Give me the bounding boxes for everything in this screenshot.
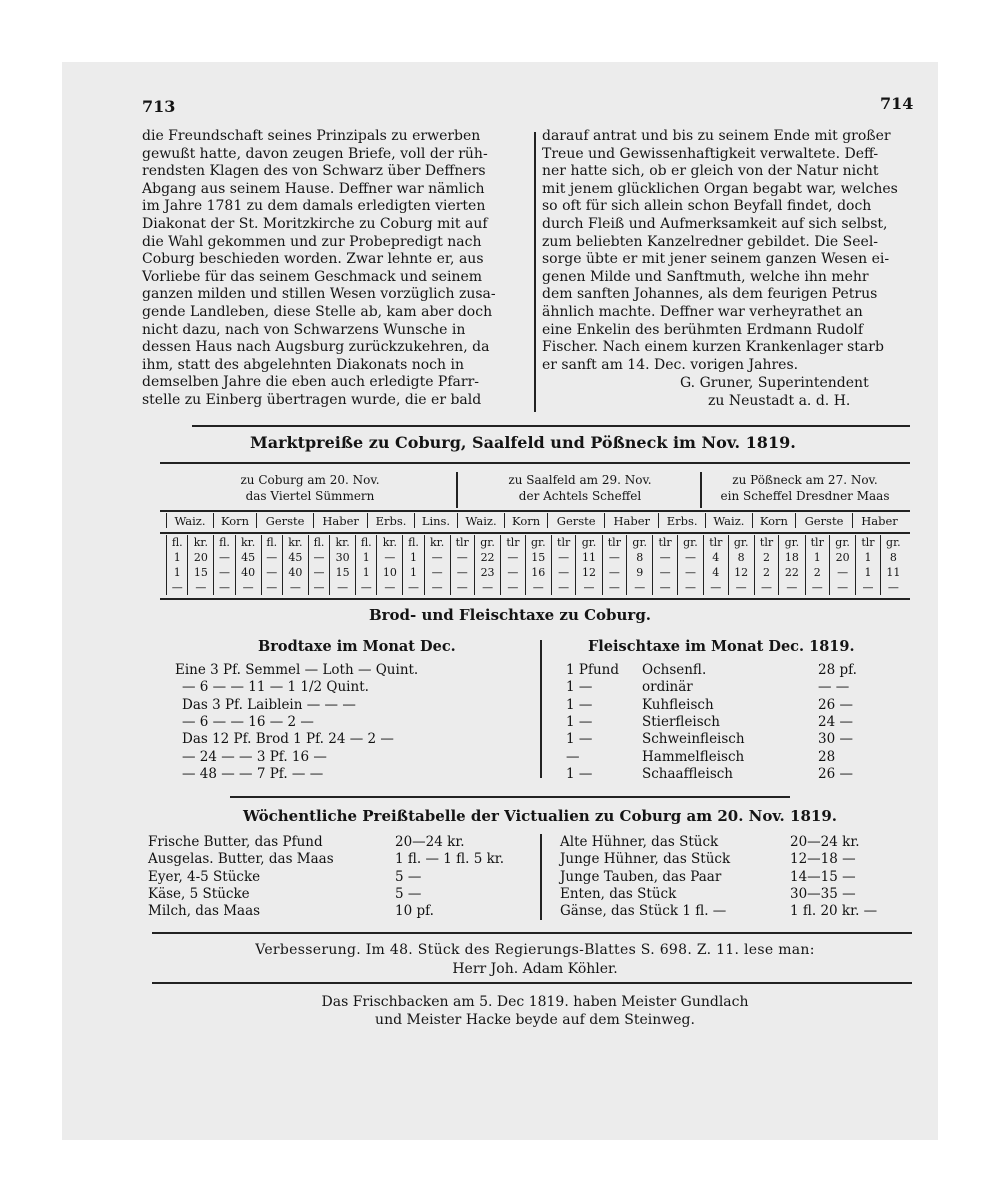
fleischtaxe-qty: —	[566, 748, 580, 765]
grain-header: Gerste	[795, 513, 852, 528]
grain-cell: —	[308, 550, 329, 565]
grain-cell: 45	[282, 550, 308, 565]
grain-cell: 40	[235, 565, 261, 580]
victualien-price: 12—18 —	[790, 851, 856, 868]
brottaxe-title: Brodtaxe im Monat Dec.	[258, 638, 456, 655]
brottaxe-row: — 24 — — 3 Pf. 16 —	[182, 748, 327, 765]
grain-cell: 2	[754, 550, 778, 565]
fleischtaxe-price: 26 —	[818, 696, 853, 713]
grain-cell: —	[602, 565, 626, 580]
article-line: nicht dazu, nach von Schwarzens Wunsche in	[142, 321, 466, 338]
grain-header: Gerste	[257, 513, 314, 528]
grain-cell: —	[779, 580, 805, 595]
victualien-item: Enten, das Stück	[560, 885, 677, 902]
fleischtaxe-title: Fleischtaxe im Monat Dec. 1819.	[588, 638, 855, 655]
grain-cell: —	[754, 580, 778, 595]
grain-header: Korn	[213, 513, 256, 528]
market-title: Marktpreiße zu Coburg, Saalfeld und Pößneck im Nov. 1819.	[250, 433, 796, 452]
victualien-item: Alte Hühner, das Stück	[560, 834, 719, 850]
victualien-title: Wöchentliche Preißtabelle der Victualien zu Coburg am 20. Nov. 1819.	[243, 807, 837, 825]
grain-cell: gr.	[728, 535, 754, 550]
grain-header: Lins.	[414, 513, 457, 528]
article-line: Fischer. Nach einem kurzen Krankenlager starb	[542, 339, 884, 356]
grain-cell: kr.	[377, 535, 403, 550]
article-line: genen Milde und Sanftmuth, welche ihn mehr	[542, 268, 869, 285]
grain-cell: —	[677, 580, 703, 595]
grain-header: Waiz.	[705, 513, 752, 528]
grain-cell: kr.	[330, 535, 356, 550]
grain-header: Korn	[752, 513, 795, 528]
correction-line-2: Herr Joh. Adam Köhler.	[452, 961, 618, 977]
grain-cell: —	[653, 550, 677, 565]
grain-cell: —	[450, 580, 474, 595]
grain-cell: —	[677, 550, 703, 565]
grain-header: Gerste	[548, 513, 605, 528]
grain-cell: 20	[829, 550, 855, 565]
victualien-item: Junge Tauben, das Paar	[560, 868, 722, 885]
rule	[152, 982, 912, 984]
grain-cell: —	[805, 580, 829, 595]
grain-cell: —	[501, 565, 525, 580]
grain-cell: —	[403, 580, 424, 595]
grain-cell: 1	[356, 565, 377, 580]
fleischtaxe-item: Hammelfleisch	[642, 748, 745, 765]
grain-cell: —	[551, 580, 575, 595]
grain-cell: —	[261, 550, 282, 565]
victualien-price: 1 fl. — 1 fl. 5 kr.	[395, 851, 505, 868]
grain-cell: 10	[377, 565, 403, 580]
rule	[192, 425, 910, 427]
grain-cell: 8	[627, 550, 653, 565]
article-right-column	[542, 128, 912, 374]
brottaxe-row: — 6 — — 11 — 1 1/2 Quint.	[182, 679, 369, 696]
grain-cell: —	[880, 580, 906, 595]
grain-cell: —	[261, 580, 282, 595]
grain-cell: —	[214, 580, 235, 595]
grain-header: Haber	[853, 513, 907, 528]
article-line: stelle zu Einberg übertragen wurde, die er bald	[142, 391, 482, 408]
grain-cell: —	[501, 580, 525, 595]
grain-cell: 1	[805, 550, 829, 565]
fleischtaxe-qty: 1 —	[566, 713, 593, 730]
column-divider	[534, 132, 536, 412]
correction-line-1: Verbesserung. Im 48. Stück des Regierungs-Blattes S. 698. Z. 11. lese man:	[255, 942, 815, 958]
grain-cell: 2	[805, 565, 829, 580]
grain-cell: 18	[779, 550, 805, 565]
victualien-item: Milch, das Maas	[148, 903, 261, 920]
article-line: ganzen milden und stillen Wesen vorzüglich zusa-	[142, 286, 496, 303]
grain-cell: —	[653, 565, 677, 580]
grain-cell: fl.	[261, 535, 282, 550]
grain-cell: —	[704, 580, 728, 595]
fleischtaxe-price: 28	[818, 748, 836, 765]
fleischtaxe-price: 26 —	[818, 765, 853, 782]
fleischtaxe-qty: 1 —	[566, 679, 593, 696]
grain-cell: —	[356, 580, 377, 595]
article-line: Abgang aus seinem Hause. Deffner war nämlich	[142, 180, 485, 197]
grain-cell: 1	[403, 550, 424, 565]
grain-cell: 9	[627, 565, 653, 580]
grain-cell: —	[261, 565, 282, 580]
article-line: darauf antrat und bis zu seinem Ende mit großer	[542, 128, 891, 144]
victualien-item: Käse, 5 Stücke	[148, 885, 250, 902]
grain-table-row	[167, 550, 907, 565]
grain-cell: —	[728, 580, 754, 595]
grain-header: Erbs.	[659, 513, 706, 528]
rule	[160, 598, 910, 600]
grain-header-row	[166, 513, 906, 528]
fleischtaxe-price: — —	[818, 679, 850, 696]
grain-table-row	[167, 535, 907, 550]
grain-cell: —	[308, 565, 329, 580]
article-line: Treue und Gewissenhaftigkeit verwaltete. Deff-	[542, 145, 879, 162]
article-line: die Freundschaft seines Prinzipals zu erwerben	[142, 128, 481, 144]
article-left-column	[142, 128, 522, 410]
notice-line-2: und Meister Hacke beyde auf dem Steinweg.	[375, 1012, 695, 1028]
grain-cell: —	[282, 580, 308, 595]
grain-cell: —	[188, 580, 214, 595]
grain-cell: 15	[525, 550, 551, 565]
fleischtaxe-item: Ochsenfl.	[642, 662, 707, 678]
fleischtaxe-price: 30 —	[818, 731, 853, 748]
grain-table-row	[167, 565, 907, 580]
grain-cell: gr.	[677, 535, 703, 550]
grain-cell: —	[235, 580, 261, 595]
grain-cell: tlr	[856, 535, 880, 550]
grain-cell: —	[424, 565, 450, 580]
victualien-price: 14—15 —	[790, 868, 856, 885]
article-line: sorge übte er mit jener seinem ganzen Wesen ei-	[542, 251, 890, 268]
grain-cell: gr.	[474, 535, 500, 550]
grain-cell: —	[214, 565, 235, 580]
page-number-left: 713	[142, 97, 176, 116]
grain-cell: fl.	[356, 535, 377, 550]
grain-cell: 8	[728, 550, 754, 565]
grain-cell: gr.	[829, 535, 855, 550]
grain-cell: 1	[167, 550, 188, 565]
grain-cell: —	[330, 580, 356, 595]
grain-cell: tlr	[602, 535, 626, 550]
victualien-item: Junge Hühner, das Stück	[560, 851, 731, 868]
grain-cell: 11	[576, 550, 602, 565]
signature-name: G. Gruner, Superintendent	[680, 375, 869, 391]
grain-cell: gr.	[880, 535, 906, 550]
grain-cell: 40	[282, 565, 308, 580]
article-line: ner hatte sich, ob er gleich von der Natur nicht	[542, 163, 879, 180]
grain-cell: 30	[330, 550, 356, 565]
taxe-divider	[540, 640, 542, 778]
grain-cell: 22	[474, 550, 500, 565]
grain-cell: —	[501, 550, 525, 565]
rule	[160, 532, 910, 534]
fleischtaxe-qty: 1 Pfund	[566, 662, 619, 678]
article-line: dessen Haus nach Augsburg zurückzukehren, da	[142, 339, 490, 356]
grain-cell: tlr	[754, 535, 778, 550]
victualien-price: 5 —	[395, 868, 422, 885]
article-line: rendsten Klagen des von Schwarz über Deffners	[142, 163, 486, 180]
grain-cell: fl.	[403, 535, 424, 550]
grain-cell: —	[677, 565, 703, 580]
brottaxe-row: Das 12 Pf. Brod 1 Pf. 24 — 2 —	[182, 731, 394, 748]
grain-header: Waiz.	[167, 513, 214, 528]
article-line: Diakonat der St. Moritzkirche zu Coburg mit auf	[142, 215, 488, 232]
grain-cell: gr.	[627, 535, 653, 550]
grain-header: Waiz.	[458, 513, 505, 528]
brot-fleisch-title: Brod- und Fleischtaxe zu Coburg.	[368, 606, 652, 624]
grain-header: Erbs.	[368, 513, 415, 528]
brottaxe-row: Das 3 Pf. Laiblein — — —	[182, 696, 356, 713]
grain-cell: —	[829, 565, 855, 580]
head-divider	[700, 472, 702, 508]
grain-cell: 15	[330, 565, 356, 580]
grain-cell: tlr	[653, 535, 677, 550]
article-line: demselben Jahre die eben auch erledigte Pfarr-	[142, 374, 479, 391]
fleischtaxe-item: Stierfleisch	[642, 713, 720, 730]
grain-cell: —	[450, 565, 474, 580]
grain-cell: kr.	[188, 535, 214, 550]
article-line: ähnlich machte. Deffner war verheyrathet an	[542, 303, 863, 320]
fleischtaxe-item: Kuhfleisch	[642, 696, 714, 713]
grain-header: Haber	[314, 513, 368, 528]
grain-cell: —	[525, 580, 551, 595]
article-line: so oft für sich allein schon Beyfall findet, doch	[542, 198, 872, 215]
signature-place: zu Neustadt a. d. H.	[708, 393, 851, 409]
rule	[160, 462, 910, 464]
grain-cell: —	[551, 550, 575, 565]
grain-cell: fl.	[308, 535, 329, 550]
poessneck-head-date: zu Pößneck am 27. Nov.	[732, 473, 878, 487]
grain-cell: 1	[856, 550, 880, 565]
article-line: im Jahre 1781 zu dem damals erledigten vierten	[142, 198, 486, 215]
grain-cell: tlr	[805, 535, 829, 550]
grain-cell: 22	[779, 565, 805, 580]
article-line: mit jenem glücklichen Organ begabt war, welches	[542, 180, 898, 197]
grain-price-table	[166, 535, 906, 595]
grain-cell: gr.	[779, 535, 805, 550]
article-line: gende Landleben, diese Stelle ab, kam aber doch	[142, 303, 493, 320]
victualien-item: Frische Butter, das Pfund	[148, 834, 323, 850]
article-line: Coburg beschieden worden. Zwar lehnte er, aus	[142, 251, 484, 268]
grain-cell: tlr	[501, 535, 525, 550]
victualien-price: 20—24 kr.	[395, 834, 465, 850]
rule	[160, 510, 910, 512]
fleischtaxe-qty: 1 —	[566, 696, 593, 713]
grain-cell: tlr	[704, 535, 728, 550]
article-line: gewußt hatte, davon zeugen Briefe, voll der rüh-	[142, 145, 488, 162]
article-line: Vorliebe für das seinem Geschmack und seinem	[142, 268, 483, 285]
grain-cell: —	[474, 580, 500, 595]
grain-cell: gr.	[525, 535, 551, 550]
fleischtaxe-price: 24 —	[818, 713, 853, 730]
grain-cell: 45	[235, 550, 261, 565]
poessneck-head-unit: ein Scheffel Dresdner Maas	[720, 489, 890, 503]
grain-cell: 2	[754, 565, 778, 580]
rule	[152, 932, 912, 934]
brottaxe-row: — 48 — — 7 Pf. — —	[182, 765, 324, 782]
grain-cell: —	[214, 550, 235, 565]
victualien-item: Gänse, das Stück 1 fl. —	[560, 903, 727, 920]
victualien-item: Eyer, 4-5 Stücke	[148, 868, 261, 885]
grain-cell: —	[602, 580, 626, 595]
victualien-price: 5 —	[395, 885, 422, 902]
grain-cell: 1	[856, 565, 880, 580]
victualien-price: 10 pf.	[395, 903, 434, 920]
grain-cell: fl.	[214, 535, 235, 550]
grain-cell: —	[308, 580, 329, 595]
article-line: durch Fleiß und Aufmerksamkeit auf sich selbst,	[542, 215, 888, 232]
victualien-price: 1 fl. 20 kr. —	[790, 903, 878, 920]
article-line: eine Enkelin des berühmten Erdmann Rudolf	[542, 321, 864, 338]
notice-line-1: Das Frischbacken am 5. Dec 1819. haben Meister Gundlach	[321, 994, 749, 1010]
grain-header: Korn	[505, 513, 548, 528]
grain-cell: 8	[880, 550, 906, 565]
grain-cell: 23	[474, 565, 500, 580]
grain-cell: 16	[525, 565, 551, 580]
grain-cell: —	[602, 550, 626, 565]
grain-cell: 11	[880, 565, 906, 580]
grain-cell: kr.	[424, 535, 450, 550]
grain-cell: —	[856, 580, 880, 595]
coburg-head-date: zu Coburg am 20. Nov.	[240, 473, 380, 487]
victualien-price: 20—24 kr.	[790, 834, 860, 850]
brottaxe-row: Eine 3 Pf. Semmel — Loth — Quint.	[175, 662, 419, 678]
grain-cell: —	[653, 580, 677, 595]
grain-header: Haber	[605, 513, 659, 528]
grain-cell: —	[551, 565, 575, 580]
grain-cell: 15	[188, 565, 214, 580]
head-divider	[456, 472, 458, 508]
grain-cell: 4	[704, 565, 728, 580]
fleischtaxe-item: Schweinfleisch	[642, 731, 745, 748]
article-line: zum beliebten Kanzelredner gebildet. Die Seel-	[542, 233, 879, 250]
grain-cell: 4	[704, 550, 728, 565]
fleischtaxe-price: 28 pf.	[818, 662, 857, 678]
page-number-right: 714	[880, 94, 914, 113]
grain-cell: —	[450, 550, 474, 565]
grain-cell: kr.	[282, 535, 308, 550]
victualien-divider	[540, 834, 542, 920]
fleischtaxe-qty: 1 —	[566, 765, 593, 782]
grain-cell: —	[627, 580, 653, 595]
grain-cell: —	[576, 580, 602, 595]
article-line: die Wahl gekommen und zur Probepredigt nach	[142, 233, 482, 250]
coburg-head-unit: das Viertel Sümmern	[245, 489, 375, 503]
grain-cell: —	[424, 580, 450, 595]
saalfeld-head-date: zu Saalfeld am 29. Nov.	[508, 473, 652, 487]
grain-cell: —	[829, 580, 855, 595]
grain-cell: 1	[403, 565, 424, 580]
grain-cell: 12	[576, 565, 602, 580]
fleischtaxe-item: ordinär	[642, 679, 693, 696]
fleischtaxe-qty: 1 —	[566, 731, 593, 748]
grain-cell: —	[377, 550, 403, 565]
rule	[230, 796, 790, 798]
grain-cell: kr.	[235, 535, 261, 550]
fleischtaxe-item: Schaaffleisch	[642, 765, 733, 782]
grain-table-row	[167, 580, 907, 595]
victualien-price: 30—35 —	[790, 885, 856, 902]
victualien-item: Ausgelas. Butter, das Maas	[148, 851, 334, 868]
saalfeld-head-unit: der Achtels Scheffel	[518, 489, 642, 503]
grain-cell: gr.	[576, 535, 602, 550]
grain-cell: —	[377, 580, 403, 595]
grain-cell: 1	[356, 550, 377, 565]
grain-cell: —	[424, 550, 450, 565]
brottaxe-row: — 6 — — 16 — 2 —	[182, 713, 314, 730]
grain-cell: 1	[167, 565, 188, 580]
article-line: dem sanften Johannes, als dem feurigen Petrus	[542, 286, 878, 303]
grain-cell: 20	[188, 550, 214, 565]
article-line: er sanft am 14. Dec. vorigen Jahres.	[542, 356, 799, 373]
grain-cell: tlr	[551, 535, 575, 550]
grain-cell: tlr	[450, 535, 474, 550]
grain-cell: —	[167, 580, 188, 595]
grain-cell: 12	[728, 565, 754, 580]
grain-cell: fl.	[167, 535, 188, 550]
article-line: ihm, statt des abgelehnten Diakonats noch in	[142, 356, 464, 373]
